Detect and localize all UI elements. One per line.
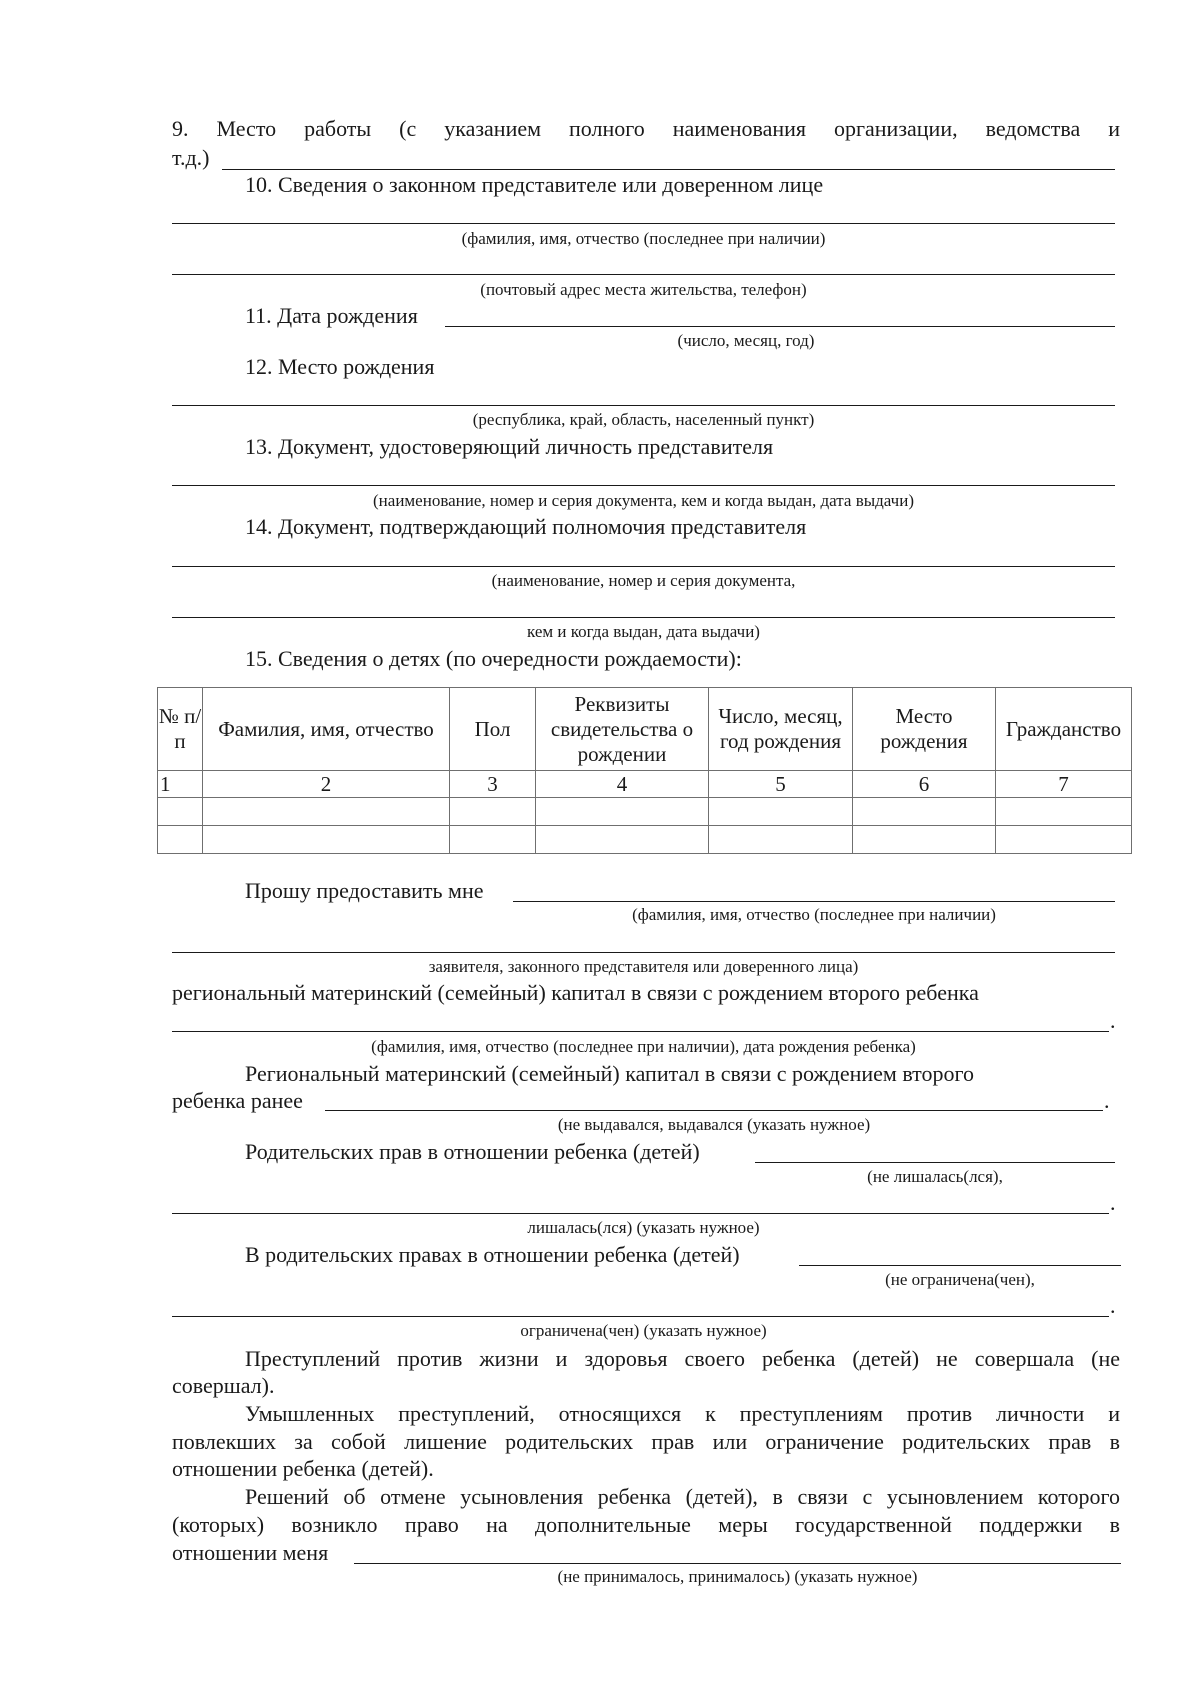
table-header-cell: Фамилия, имя, отчество bbox=[203, 688, 450, 771]
crimes-line2: совершал). bbox=[172, 1373, 275, 1398]
table-row bbox=[158, 798, 1132, 826]
table-cell[interactable] bbox=[996, 826, 1132, 854]
representative-name-field-line[interactable] bbox=[172, 223, 1115, 224]
restricted-rights-field-line-2[interactable] bbox=[172, 1316, 1109, 1317]
children-table bbox=[157, 687, 1132, 854]
request-hint3: (фамилия, имя, отчество (последнее при наличии), дата рождения ребенка) bbox=[371, 1037, 916, 1056]
item15-label: 15. Сведения о детях (по очередности рождаемости): bbox=[245, 646, 742, 671]
table-number-cell: 7 bbox=[996, 771, 1132, 798]
period-mark: . bbox=[1110, 1190, 1116, 1215]
child-name-field-line[interactable] bbox=[172, 1031, 1109, 1032]
parental-rights-field-line-2[interactable] bbox=[172, 1213, 1109, 1214]
parental-rights-prefix: Родительских прав в отношении ребенка (детей) bbox=[245, 1139, 700, 1164]
item11-hint: (число, месяц, год) bbox=[677, 331, 815, 350]
table-header-cell: Число, месяц, год рождения bbox=[709, 688, 853, 771]
table-header-cell: Гражданство bbox=[996, 688, 1132, 771]
parental-rights-hint2: лишалась(лся) (указать нужное) bbox=[527, 1218, 760, 1237]
table-header-cell: Пол bbox=[450, 688, 536, 771]
table-cell[interactable] bbox=[203, 798, 450, 826]
item10-hint-name: (фамилия, имя, отчество (последнее при наличии) bbox=[461, 229, 826, 248]
adoption-line1: Решений об отмене усыновления ребенка (детей), в связи с усыновлением которого bbox=[245, 1484, 1120, 1509]
applicant-role-field-line[interactable] bbox=[172, 952, 1115, 953]
table-cell[interactable] bbox=[853, 798, 996, 826]
table-cell[interactable] bbox=[853, 826, 996, 854]
birth-date-field-line[interactable] bbox=[445, 326, 1115, 327]
period-mark: . bbox=[1104, 1088, 1110, 1113]
item12-label: 12. Место рождения bbox=[245, 354, 435, 379]
capital-before-line2-prefix: ребенка ранее bbox=[172, 1088, 303, 1113]
restricted-rights-field-line-1[interactable] bbox=[799, 1265, 1121, 1266]
item9-line1: 9. Место работы (с указанием полного наименования организации, ведомства и bbox=[172, 116, 1120, 141]
table-cell[interactable] bbox=[536, 798, 709, 826]
table-number-cell: 5 bbox=[709, 771, 853, 798]
table-number-row bbox=[158, 771, 1132, 798]
restricted-rights-hint2: ограничена(чен) (указать нужное) bbox=[520, 1321, 767, 1340]
table-cell[interactable] bbox=[450, 826, 536, 854]
period-mark: . bbox=[1110, 1293, 1116, 1318]
intentional-line1: Умышленных преступлений, относящихся к преступлениям против личности и bbox=[245, 1401, 1120, 1426]
table-cell[interactable] bbox=[450, 798, 536, 826]
table-number-cell: 6 bbox=[853, 771, 996, 798]
table-cell[interactable] bbox=[203, 826, 450, 854]
item10-label: 10. Сведения о законном представителе или доверенном лице bbox=[245, 172, 824, 197]
table-number-cell: 2 bbox=[203, 771, 450, 798]
table-header-cell: Место рождения bbox=[853, 688, 996, 771]
representative-address-field-line[interactable] bbox=[172, 274, 1115, 275]
adoption-hint: (не принималось, принималось) (указать нужное) bbox=[557, 1567, 918, 1586]
item10-hint-address: (почтовый адрес места жительства, телефон) bbox=[480, 280, 807, 299]
capital-before-hint: (не выдавался, выдавался (указать нужное) bbox=[557, 1115, 871, 1134]
item11-label: 11. Дата рождения bbox=[245, 303, 418, 328]
item14-hint1: (наименование, номер и серия документа, bbox=[491, 571, 796, 590]
item13-label: 13. Документ, удостоверяющий личность представителя bbox=[245, 434, 774, 459]
intentional-line2: повлекших за собой лишение родительских прав или ограничение родительских прав в bbox=[172, 1429, 1120, 1454]
request-capital-line: региональный материнский (семейный) капитал в связи с рождением второго ребенка bbox=[172, 980, 979, 1005]
period-mark: . bbox=[1110, 1008, 1116, 1033]
request-prefix: Прошу предоставить мне bbox=[245, 878, 484, 903]
adoption-field-line[interactable] bbox=[354, 1563, 1121, 1564]
table-header-cell: Реквизиты свидетельства о рождении bbox=[536, 688, 709, 771]
table-number-cell: 3 bbox=[450, 771, 536, 798]
capital-before-field-line[interactable] bbox=[325, 1110, 1103, 1111]
crimes-line1: Преступлений против жизни и здоровья своего ребенка (детей) не совершала (не bbox=[245, 1346, 1120, 1371]
table-header-cell: № п/п bbox=[158, 688, 203, 771]
table-cell[interactable] bbox=[158, 826, 203, 854]
capital-before-line1: Региональный материнский (семейный) капитал в связи с рождением второго bbox=[245, 1061, 974, 1086]
intentional-line3: отношении ребенка (детей). bbox=[172, 1456, 434, 1481]
item13-hint: (наименование, номер и серия документа, кем и когда выдан, дата выдачи) bbox=[373, 491, 914, 510]
table-header-row bbox=[158, 688, 1132, 771]
item14-label: 14. Документ, подтверждающий полномочия представителя bbox=[245, 514, 807, 539]
table-row bbox=[158, 826, 1132, 854]
table-cell[interactable] bbox=[158, 798, 203, 826]
item14-hint2: кем и когда выдан, дата выдачи) bbox=[527, 622, 760, 641]
table-cell[interactable] bbox=[536, 826, 709, 854]
table-cell[interactable] bbox=[996, 798, 1132, 826]
request-hint2: заявителя, законного представителя или доверенного лица) bbox=[428, 957, 859, 976]
restricted-rights-hint1: (не ограничена(чен), bbox=[885, 1270, 1035, 1289]
item9-line2-prefix: т.д.) bbox=[172, 145, 210, 170]
parental-rights-hint1: (не лишалась(лся), bbox=[867, 1167, 1003, 1186]
item12-hint: (республика, край, область, населенный пункт) bbox=[472, 410, 815, 429]
table-cell[interactable] bbox=[709, 826, 853, 854]
restricted-rights-prefix: В родительских правах в отношении ребенка (детей) bbox=[245, 1242, 740, 1267]
table-number-cell: 4 bbox=[536, 771, 709, 798]
adoption-line2: (которых) возникло право на дополнительные меры государственной поддержки в bbox=[172, 1512, 1120, 1537]
request-hint1: (фамилия, имя, отчество (последнее при наличии) bbox=[632, 905, 996, 924]
adoption-line3-prefix: отношении меня bbox=[172, 1540, 329, 1565]
table-cell[interactable] bbox=[709, 798, 853, 826]
authority-document-field-line-2[interactable] bbox=[172, 617, 1115, 618]
parental-rights-field-line-1[interactable] bbox=[755, 1162, 1115, 1163]
authority-document-field-line-1[interactable] bbox=[172, 566, 1115, 567]
applicant-name-field-line[interactable] bbox=[513, 901, 1115, 902]
birth-place-field-line[interactable] bbox=[172, 405, 1115, 406]
identity-document-field-line[interactable] bbox=[172, 485, 1115, 486]
workplace-field-line[interactable] bbox=[222, 169, 1115, 170]
table-number-cell: 1 bbox=[158, 771, 203, 798]
